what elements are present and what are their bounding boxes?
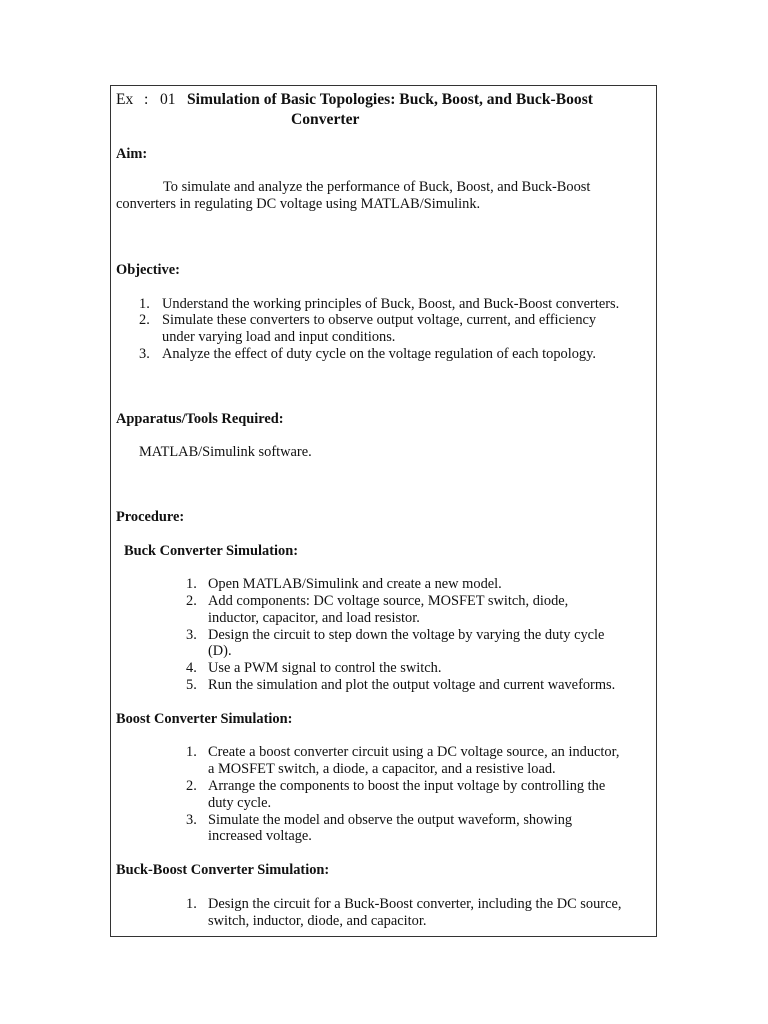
list-item-text: inductor, capacitor, and load resistor. [208,610,420,626]
ex-number: 01 [160,91,176,108]
list-item-number: 1. [186,896,197,912]
aim-text-line: converters in regulating DC voltage using MATLAB/Simulink. [116,196,481,212]
list-item-number: 3. [186,812,197,828]
list-item-text: Understand the working principles of Buck, Boost, and Buck-Boost converters. [162,296,620,312]
aim-heading: Aim: [116,146,148,162]
objective-heading: Objective: [116,262,180,278]
list-item-text: Simulate the model and observe the output waveform, showing [208,812,573,828]
buck-heading: Buck Converter Simulation: [124,543,299,559]
list-item-number: 1. [139,296,150,312]
list-item-number: 2. [139,312,150,328]
list-item-number: 3. [186,627,197,643]
page-title-continued: Converter [291,111,360,128]
list-item-text: Arrange the components to boost the input voltage by controlling the [208,778,606,794]
list-item-number: 1. [186,744,197,760]
aim-text-line: To simulate and analyze the performance of Buck, Boost, and Buck-Boost [163,179,591,195]
list-item-text: Simulate these converters to observe output voltage, current, and efficiency [162,312,597,328]
list-item-text: duty cycle. [208,795,272,811]
list-item-text: Run the simulation and plot the output voltage and current waveforms. [208,677,616,693]
ex-label: Ex [116,91,134,108]
boost-heading: Boost Converter Simulation: [116,711,293,727]
list-item-number: 2. [186,778,197,794]
list-item-text: Design the circuit for a Buck-Boost converter, including the DC source, [208,896,622,912]
buck-boost-heading: Buck-Boost Converter Simulation: [116,862,330,878]
list-item-number: 5. [186,677,197,693]
apparatus-text: MATLAB/Simulink software. [139,444,312,460]
list-item-text: Analyze the effect of duty cycle on the voltage regulation of each topology. [162,346,596,362]
list-item-number: 1. [186,576,197,592]
list-item-text: switch, inductor, diode, and capacitor. [208,913,427,929]
list-item-text: increased voltage. [208,828,312,844]
list-item-text: under varying load and input conditions. [162,329,396,345]
page-title: Simulation of Basic Topologies: Buck, Boost, and Buck-Boost [187,91,593,108]
list-item-text: Use a PWM signal to control the switch. [208,660,442,676]
procedure-heading: Procedure: [116,509,185,525]
list-item-number: 4. [186,660,197,676]
list-item-text: Create a boost converter circuit using a DC voltage source, an inductor, [208,744,620,760]
list-item-number: 3. [139,346,150,362]
apparatus-heading: Apparatus/Tools Required: [116,411,284,427]
list-item-text: Open MATLAB/Simulink and create a new model. [208,576,502,592]
ex-colon: : [144,91,149,108]
list-item-text: Add components: DC voltage source, MOSFET switch, diode, [208,593,569,609]
list-item-text: Design the circuit to step down the voltage by varying the duty cycle [208,627,605,643]
list-item-text: (D). [208,643,232,659]
list-item-text: a MOSFET switch, a diode, a capacitor, and a resistive load. [208,761,556,777]
list-item-number: 2. [186,593,197,609]
